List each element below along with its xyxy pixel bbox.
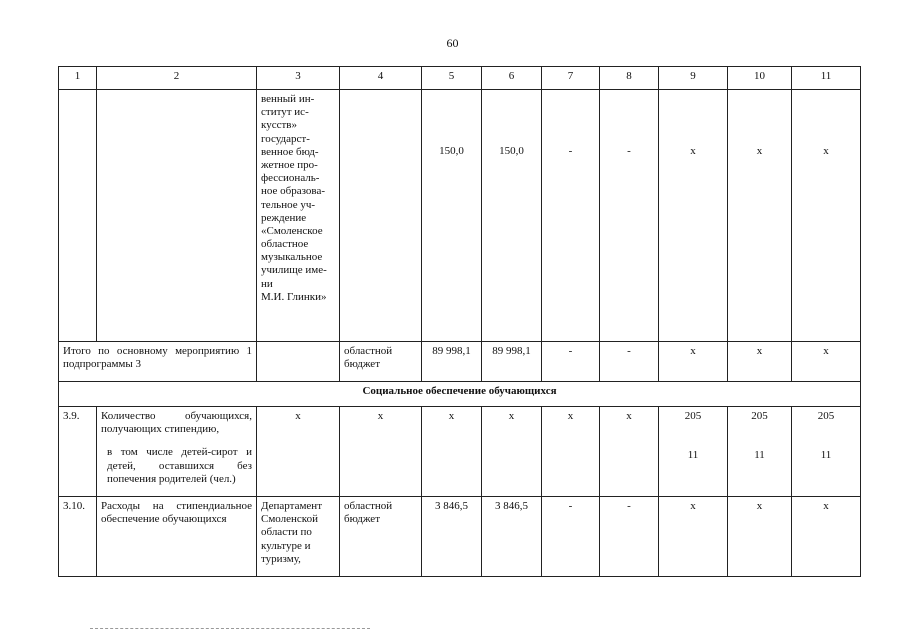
value-orphans: 11 [687, 449, 699, 462]
value-cell: - [542, 90, 600, 342]
header-cell: 5 [422, 67, 482, 90]
table-row-total [59, 342, 861, 382]
budget-cell: областной бюджет [340, 342, 422, 382]
header-cell: 6 [482, 67, 542, 90]
value-cell: х [659, 342, 728, 382]
header-cell: 10 [728, 67, 792, 90]
row-number: 3.9. [59, 407, 97, 497]
cell-empty [340, 90, 422, 342]
page-number: 60 [446, 36, 459, 50]
header-cell: 1 [59, 67, 97, 90]
value-cell: 3 846,5 [482, 497, 542, 577]
value-cell: х [340, 407, 422, 497]
header-cell: 2 [97, 67, 257, 90]
program-table [58, 66, 861, 577]
value-cell-stacked [659, 407, 728, 497]
budget-cell: областной бюджет [340, 497, 422, 577]
value-cell: 89 998,1 [422, 342, 482, 382]
value-cell: х [542, 407, 600, 497]
header-cell: 3 [257, 67, 340, 90]
indicator-name-main: Количество обучающихся, получающих стипендию, [101, 410, 252, 436]
header-cell: 11 [792, 67, 861, 90]
value-total: 205 [684, 410, 702, 422]
value-total: 205 [817, 410, 835, 422]
indicator-name [97, 407, 257, 497]
header-row [59, 67, 861, 90]
section-row [59, 382, 861, 407]
cell-empty [97, 90, 257, 342]
value-cell: х [792, 497, 861, 577]
value-cell: х [792, 90, 861, 342]
value-cell: - [542, 342, 600, 382]
value-cell: 3 846,5 [422, 497, 482, 577]
header-cell: 9 [659, 67, 728, 90]
expense-name: Расходы на стипендиальное обеспечение обучающихся [97, 497, 257, 577]
value-cell: х [659, 497, 728, 577]
value-total: 205 [751, 410, 768, 422]
executor-cell: венный ин- ститут ис- кусств» государст- венное бюд- жетное про- фессиональ- ное образова- тельное уч- реждение «Смоленское областное музыкальное училище име- ни М.И. Глинки» [257, 90, 340, 342]
value-cell: х [792, 342, 861, 382]
value-cell: 89 998,1 [482, 342, 542, 382]
scan-artifact-line [90, 628, 370, 629]
value-cell: - [600, 497, 659, 577]
executor-cell: Департамент Смоленской области по культуре и туризму, [257, 497, 340, 577]
value-cell: - [600, 90, 659, 342]
cell-empty [257, 342, 340, 382]
indicator-name-sub: в том числе детей-сирот и детей, оставшихся без попечения родителей (чел.) [107, 446, 252, 485]
value-cell: х [422, 407, 482, 497]
value-cell: х [600, 407, 659, 497]
value-cell: - [542, 497, 600, 577]
value-cell: х [728, 342, 792, 382]
cell-empty [59, 90, 97, 342]
value-cell: х [728, 90, 792, 342]
section-title: Социальное обеспечение обучающихся [59, 382, 861, 407]
value-cell: х [728, 497, 792, 577]
total-label: Итого по основному мероприятию 1 подпрограммы 3 [59, 342, 257, 382]
value-cell: х [257, 407, 340, 497]
table-row-continuation [59, 90, 861, 342]
header-cell: 4 [340, 67, 422, 90]
row-number: 3.10. [59, 497, 97, 577]
value-cell-stacked [792, 407, 861, 497]
value-cell-stacked [728, 407, 792, 497]
value-orphans: 11 [820, 449, 832, 462]
header-cell: 7 [542, 67, 600, 90]
value-cell: - [600, 342, 659, 382]
table-row-3-9 [59, 407, 861, 497]
value-cell: х [659, 90, 728, 342]
table-row-3-10 [59, 497, 861, 577]
value-cell: х [482, 407, 542, 497]
value-cell: 150,0 [482, 90, 542, 342]
value-orphans: 11 [754, 449, 765, 462]
value-cell: 150,0 [422, 90, 482, 342]
header-cell: 8 [600, 67, 659, 90]
